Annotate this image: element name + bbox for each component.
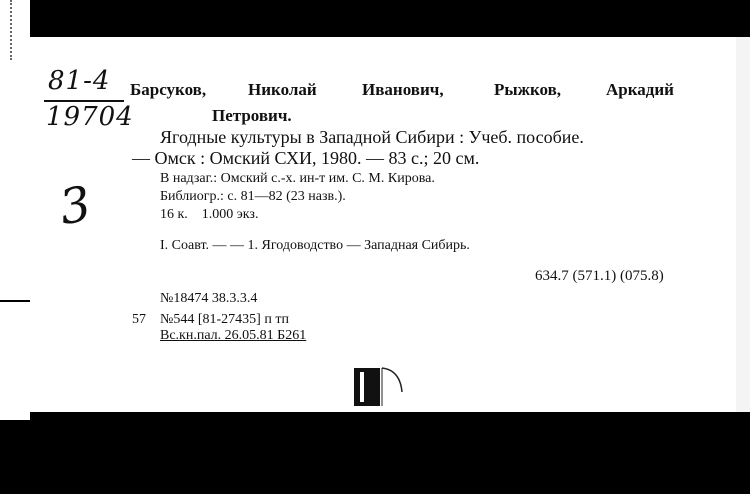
accession-line-3: Вс.кн.пал. 26.05.81 Б261 bbox=[160, 328, 307, 343]
accession-line-2: №544 [81-27435] п тп bbox=[160, 312, 289, 327]
author2-patronymic: Петрович. bbox=[212, 106, 292, 125]
price-line: 16 к. 1.000 экз. bbox=[160, 207, 259, 222]
author1-name: Николай bbox=[248, 80, 317, 99]
shelfmark-top: 81-4 bbox=[48, 66, 111, 96]
bottom-black-margin bbox=[30, 412, 750, 494]
author2-surname: Рыжков, bbox=[494, 80, 562, 99]
imprint-line: — Омск : Омский СХИ, 1980. — 83 с.; 20 см. bbox=[132, 148, 480, 168]
handwritten-mark: 3 bbox=[55, 175, 96, 237]
left-scan-margin bbox=[0, 0, 30, 420]
scan-edge-dots bbox=[10, 0, 15, 60]
bibliography-line: Библиогр.: с. 81—82 (23 назв.). bbox=[160, 189, 346, 204]
shelfmark-bottom: 19704 bbox=[46, 102, 134, 132]
top-black-margin bbox=[0, 0, 750, 37]
left-rule bbox=[0, 300, 30, 302]
author1-surname: Барсуков, bbox=[130, 80, 207, 99]
tracings-line: I. Соавт. — — 1. Ягодоводство — Западная Сибирь. bbox=[160, 238, 470, 253]
card-edge bbox=[736, 37, 750, 412]
accession-line-2-prefix: 57 bbox=[132, 312, 146, 327]
classification-number: 634.7 (571.1) (075.8) bbox=[535, 268, 664, 284]
author2-name: Аркадий bbox=[606, 80, 674, 99]
card-hole-stamp bbox=[352, 362, 404, 410]
title-line: Ягодные культуры в Западной Сибири : Учеб. пособие. bbox=[160, 127, 584, 147]
author1-patronymic: Иванович, bbox=[362, 80, 444, 99]
note-line: В надзаг.: Омский с.-х. ин-т им. С. М. Кирова. bbox=[160, 171, 435, 186]
accession-line-1: №18474 38.3.3.4 bbox=[160, 291, 258, 306]
